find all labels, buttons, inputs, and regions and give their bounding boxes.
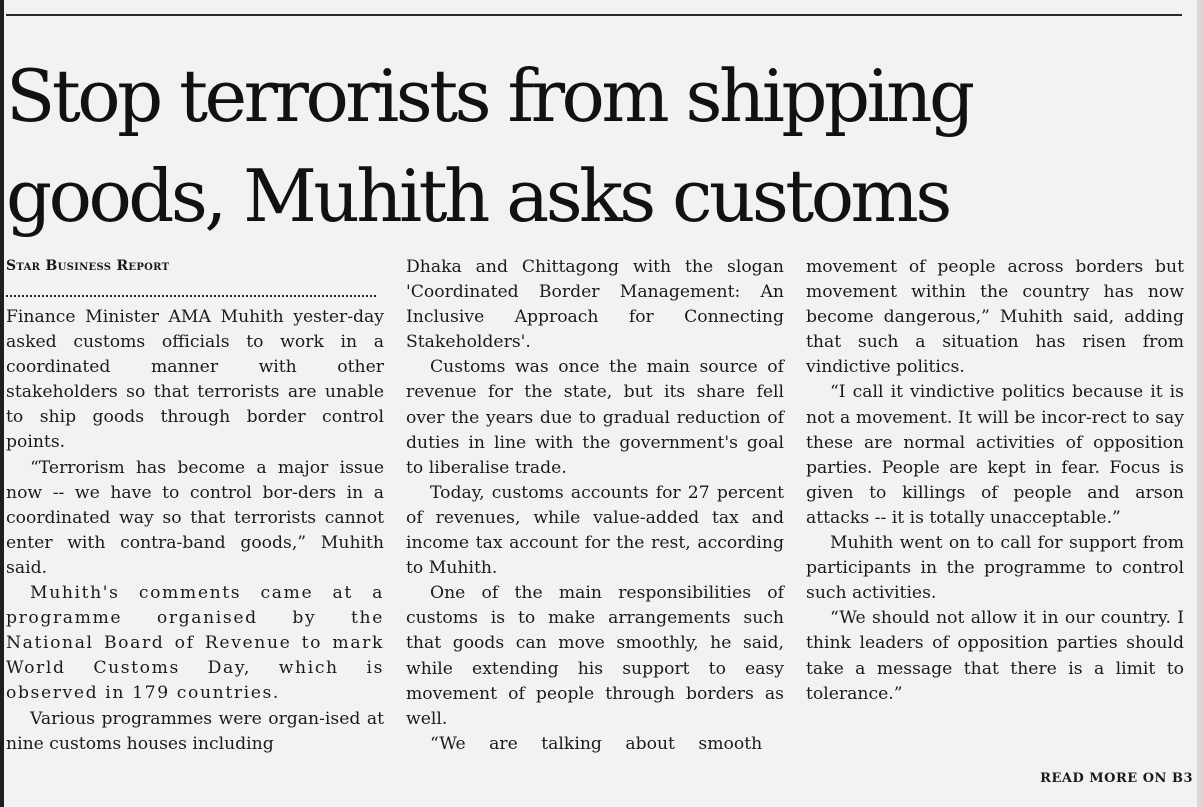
scan-right-edge: [1197, 0, 1203, 807]
headline-line-1: Stop terrorists from shipping: [6, 54, 972, 138]
paragraph: movement of people across borders but movement within the country has now become dangerous,” Muhith said, adding that such a situation has risen from vindictive politics.: [806, 257, 1184, 378]
read-more-link[interactable]: READ MORE ON B3: [1040, 771, 1193, 786]
paragraph: Customs was once the main source of revenue for the state, but its share fell over the years due to gradual reduction of duties in line with the government's goal to liberalise trade.: [406, 357, 784, 478]
byline-divider: [6, 295, 376, 297]
article-column-2: [406, 255, 784, 757]
paragraph: Various programmes were organ-ised at nine customs houses including: [6, 708, 384, 754]
article-column-3: [806, 255, 1184, 707]
paragraph: One of the main responsibilities of customs is to make arrangements such that goods can move smoothly, he said, while extending his support to easy movement of people through borders as well.: [406, 583, 784, 729]
paragraph: “Terrorism has become a major issue now -- we have to control bor-ders in a coordinated way so that terrorists cannot enter with contra-band goods,” Muhith said.: [6, 457, 384, 578]
article-column-1: [6, 255, 384, 757]
top-rule: [6, 14, 1182, 16]
scan-left-edge: [0, 0, 4, 807]
paragraph: Finance Minister AMA Muhith yester-day asked customs officials to work in a coordinated manner with other stakeholders so that terrorists are unable to ship goods through border control points.: [6, 307, 384, 453]
byline: Star Business Report: [6, 258, 170, 274]
paragraph: Today, customs accounts for 27 percent of revenues, while value-added tax and income tax account for the rest, according to Muhith.: [406, 482, 784, 579]
paragraph: “We are talking about smooth: [430, 733, 763, 754]
paragraph: Dhaka and Chittagong with the slogan 'Coordinated Border Management: An Inclusive Approach for Connecting Stakeholders'.: [406, 257, 784, 353]
headline-line-2: goods, Muhith asks customs: [6, 154, 949, 238]
paragraph: Muhith went on to call for support from participants in the programme to control such activities.: [806, 533, 1184, 604]
paragraph: “I call it vindictive politics because it is not a movement. It will be incor-rect to say these are normal activities of opposition parties. People are kept in fear. Focus is given to killings of people and arson attacks -- it is totally unacceptable.”: [806, 382, 1184, 528]
paragraph: Muhith's comments came at a programme organised by the National Board of Revenue to mark World Customs Day, which is observed in 179 countries.: [6, 583, 384, 704]
paragraph: “We should not allow it in our country. I think leaders of opposition parties should take a message that there is a limit to tolerance.”: [806, 608, 1184, 704]
headline: [6, 46, 1196, 246]
